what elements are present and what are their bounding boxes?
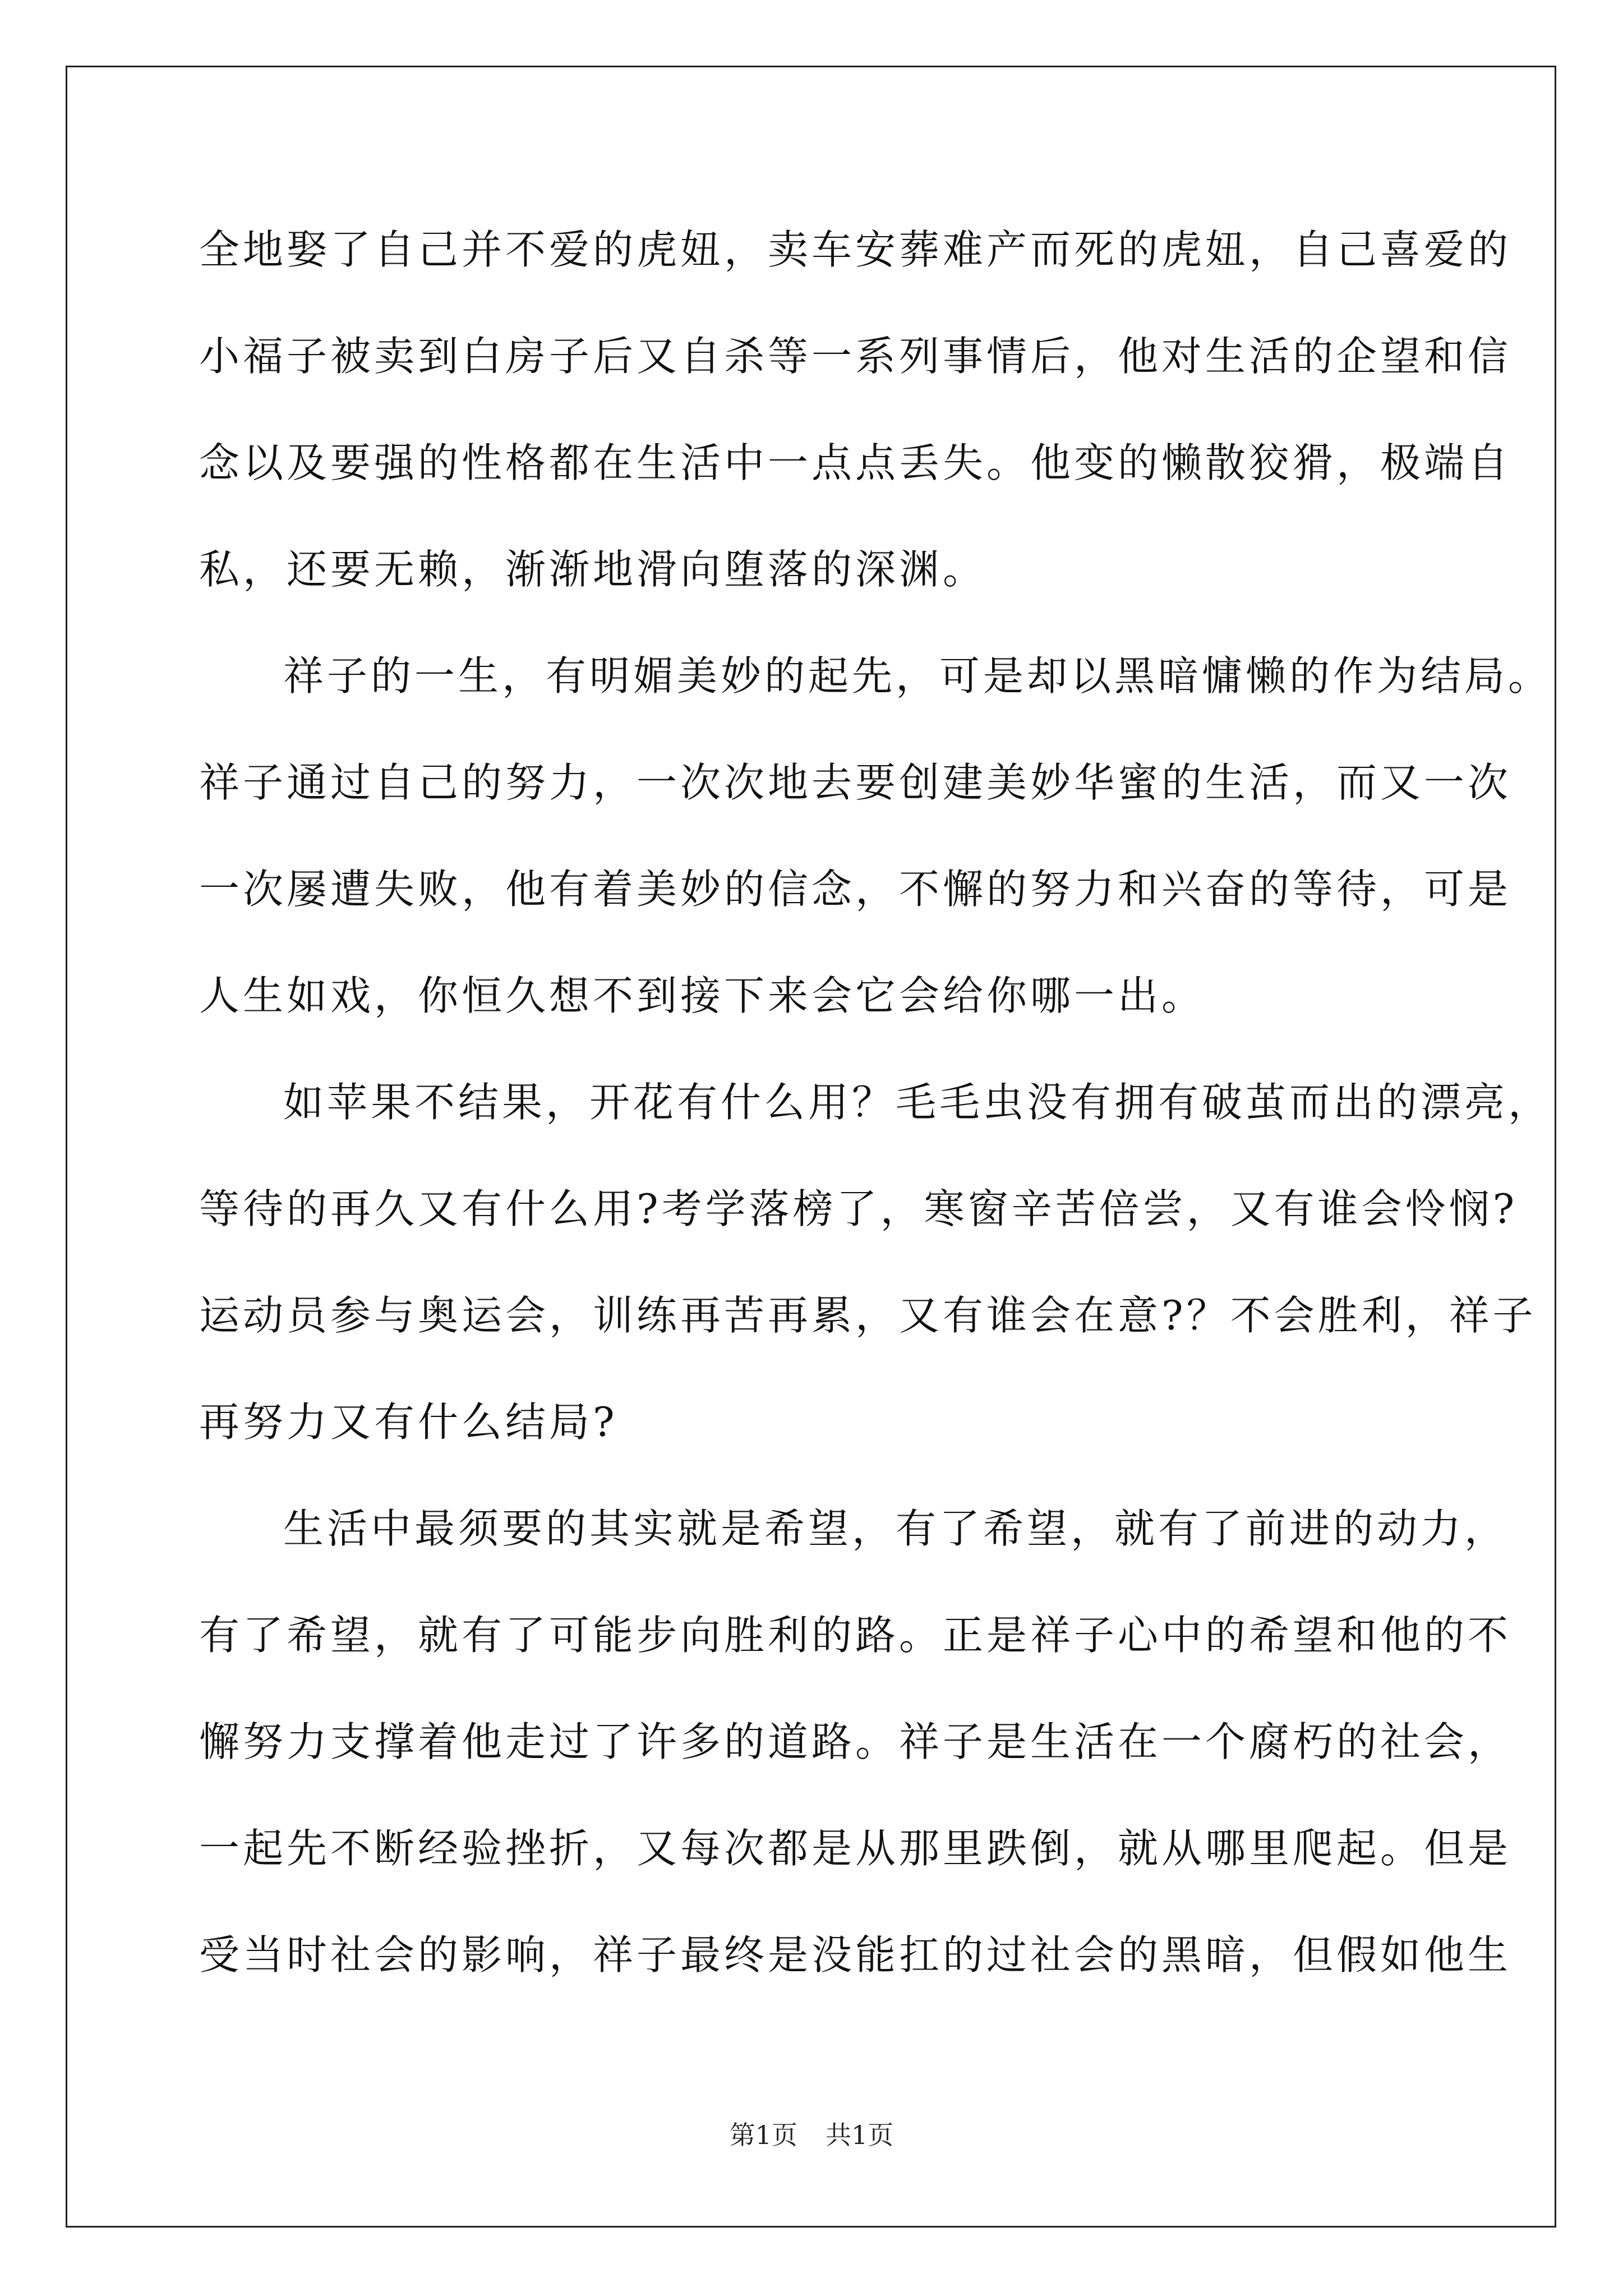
- page-total: 共1页: [826, 2120, 894, 2150]
- paragraph-start-line: 生活中最须要的其实就是希望，有了希望，就有了前进的动力，: [283, 1505, 1509, 1552]
- page-footer: [0, 2115, 1623, 2152]
- text-line: 等待的再久又有什么用?考学落榜了，寒窗辛苦倍尝，又有谁会怜悯?: [199, 1185, 1518, 1232]
- text-line: 小福子被卖到白房子后又自杀等一系列事情后，他对生活的企望和信: [199, 333, 1512, 380]
- text-line: 再努力又有什么结局?: [199, 1398, 618, 1446]
- document-body: [199, 222, 1552, 2033]
- text-line: 人生如戏，你恒久想不到接下来会它会给你哪一出。: [199, 972, 1206, 1019]
- text-line: 私，还要无赖，渐渐地滑向堕落的深渊。: [199, 546, 987, 593]
- page-number: 第1页: [729, 2120, 797, 2150]
- text-line: 念以及要强的性格都在生活中一点点丢失。他变的懒散狡猾，极端自: [199, 439, 1512, 486]
- paragraph-start-line: 如苹果不结果，开花有什么用？毛毛虫没有拥有破茧而出的漂亮，: [283, 1079, 1552, 1126]
- text-line: 一起先不断经验挫折，又每次都是从那里跌倒，就从哪里爬起。但是: [199, 1825, 1512, 1872]
- paragraph-start-line: 祥子的一生，有明媚美妙的起先，可是却以黑暗慵懒的作为结局。: [283, 652, 1552, 700]
- text-line: 受当时社会的影响，祥子最终是没能扛的过社会的黑暗，但假如他生: [199, 1931, 1512, 1978]
- text-line: 全地娶了自己并不爱的虎妞，卖车安葬难产而死的虎妞，自己喜爱的: [199, 226, 1512, 273]
- text-line: 祥子通过自己的努力，一次次地去要创建美妙华蜜的生活，而又一次: [199, 759, 1512, 806]
- text-line: 运动员参与奥运会，训练再苦再累，又有谁会在意?？不会胜利，祥子: [199, 1292, 1537, 1339]
- text-line: 懈努力支撑着他走过了许多的道路。祥子是生活在一个腐朽的社会，: [199, 1718, 1512, 1765]
- text-line: 有了希望，就有了可能步向胜利的路。正是祥子心中的希望和他的不: [199, 1612, 1512, 1659]
- text-line: 一次屡遭失败，他有着美妙的信念，不懈的努力和兴奋的等待，可是: [199, 866, 1512, 913]
